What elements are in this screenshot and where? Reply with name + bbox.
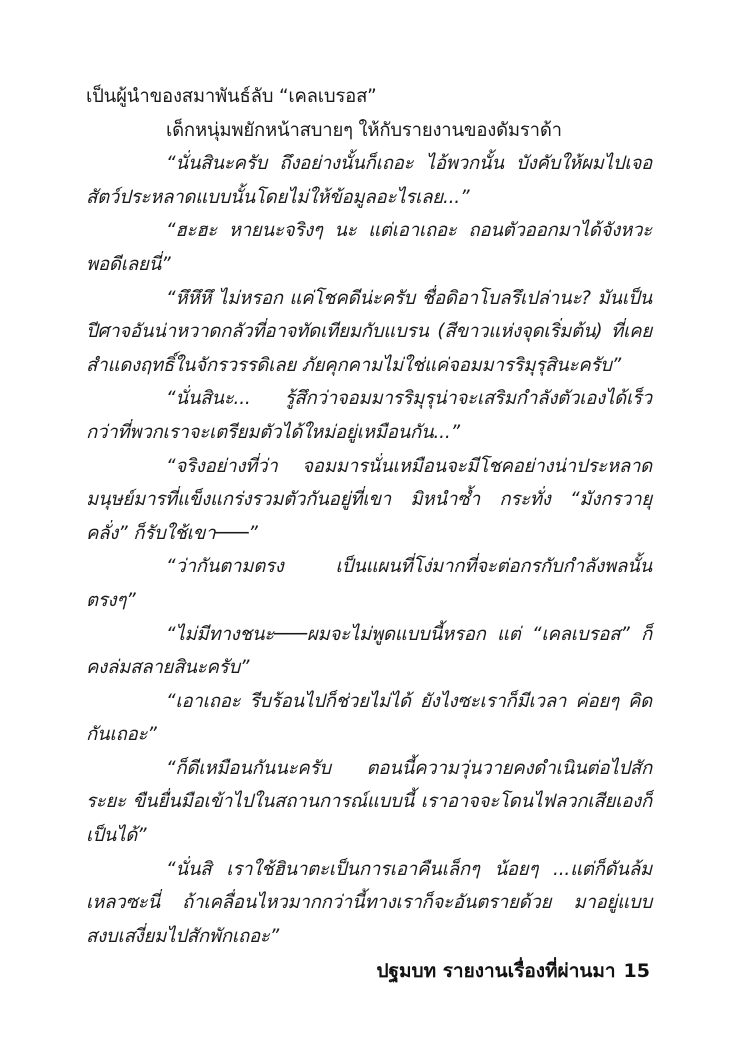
dialogue-paragraph: “เอาเถอะ รีบร้อนไปก็ช่วยไม่ได้ ยังไงซะเราก็มีเวลา ค่อยๆ คิดกันเถอะ” bbox=[86, 690, 652, 746]
dialogue-paragraph: “หึหึหึ ไม่หรอก แค่โชคดีน่ะครับ ชื่อดิอาโบลรึเปล่านะ? มันเป็นปีศาจอันน่าหวาดกลัวที่อาจทัดเทียมกับแบรน (สีขาวแห่งจุดเริ่มต้น) ที่เคยสำแดงฤทธิ์ในจักรวรรดิเลย ภัยคุกคามไม่ใช่แค่จอมมารริมุรุสินะครับ” bbox=[86, 287, 652, 376]
paragraph: เด็กหนุ่มพยักหน้าสบายๆ ให้กับรายงานของดัมราด้า bbox=[166, 119, 562, 141]
dialogue-paragraph: “นั่นสินะครับ ถึงอย่างนั้นก็เถอะ ไอ้พวกนั้น บังคับให้ผมไปเจอสัตว์ประหลาดแบบนั้นโดยไม่ให้ข้อมูลอะไรเลย...” bbox=[86, 153, 652, 208]
dialogue-paragraph: “ว่ากันตามตรง เป็นแผนที่โง่มากที่จะต่อกรกับกำลังพลนั้นตรงๆ” bbox=[86, 556, 652, 611]
body-text bbox=[86, 80, 652, 953]
dialogue-paragraph: “ฮะฮะ หายนะจริงๆ นะ แต่เอาเถอะ ถอนตัวออกมาได้จังหวะพอดีเลยนี่” bbox=[86, 220, 652, 275]
dialogue-paragraph: “ก็ดีเหมือนกันนะครับ ตอนนี้ความวุ่นวายคงดำเนินต่อไปสักระยะ ขืนยื่นมือเข้าไปในสถานการณ์แบบนี้ เราอาจจะโดนไฟลวกเสียเองก็เป็นได้” bbox=[86, 757, 652, 847]
paragraph: เป็นผู้นำของสมาพันธ์ลับ “เคลเบรอส” bbox=[86, 86, 377, 107]
page-number: 15 bbox=[623, 960, 650, 982]
dialogue-paragraph: “นั่นสิ เราใช้ฮินาตะเป็นการเอาคืนเล็กๆ น้อยๆ ...แต่ก็ดันล้มเหลวซะนี่ ถ้าเคลื่อนไหวมากกว่านี้ทางเราก็จะอันตรายด้วย มาอยู่แบบสงบเสงี่ยมไปสักพักเถอะ” bbox=[86, 858, 652, 947]
page-footer bbox=[376, 956, 650, 986]
dialogue-paragraph: “นั่นสินะ... รู้สึกว่าจอมมารริมุรุน่าจะเสริมกำลังตัวเองได้เร็วกว่าที่พวกเราจะเตรียมตัวได้ใหม่อยู่เหมือนกัน...” bbox=[86, 388, 652, 443]
chapter-title: ปฐมบท รายงานเรื่องที่ผ่านมา bbox=[376, 960, 616, 982]
dialogue-paragraph: “ไม่มีทางชนะ───ผมจะไม่พูดแบบนี้หรอก แต่ “เคลเบรอส” ก็คงล่มสลายสินะครับ” bbox=[86, 623, 652, 679]
dialogue-paragraph: “จริงอย่างที่ว่า จอมมารนั่นเหมือนจะมีโชคอย่างน่าประหลาดมนุษย์มารที่แข็งแกร่งรวมตัวกันอยู่ที่เขา มิหนำซ้ำ กระทั่ง “มังกรวายุคลั่ง” ก็รับใช้เขา───” bbox=[86, 455, 652, 544]
